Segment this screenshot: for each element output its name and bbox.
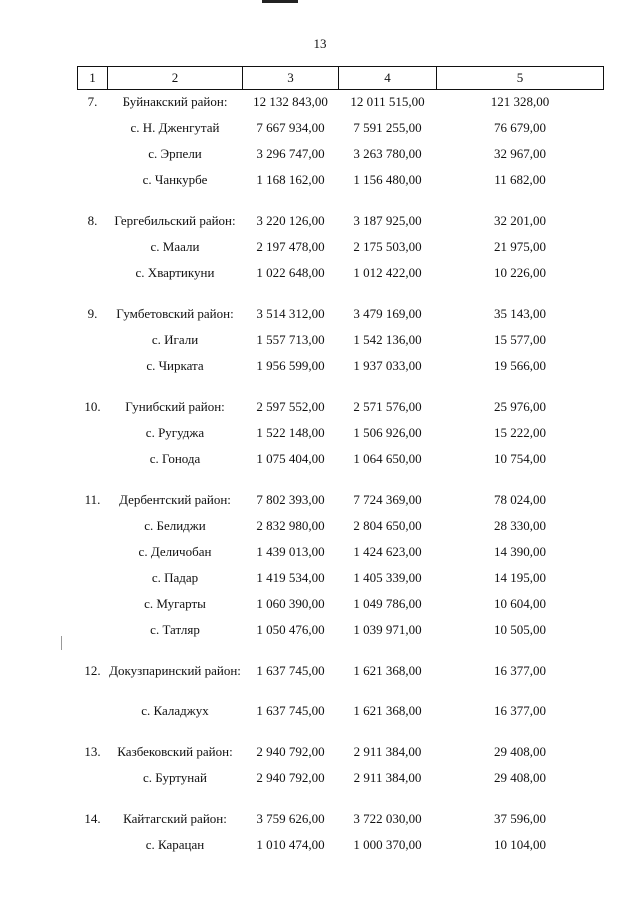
village-name: с. Чанкурбе [142, 171, 208, 187]
village-row [78, 766, 604, 792]
district-row [78, 807, 604, 833]
amount-col3: 3 296 747,00 [256, 145, 325, 161]
spacer-cell [78, 725, 604, 740]
village-row [78, 514, 604, 540]
village-row [78, 592, 604, 618]
village-name: с. Гонода [149, 450, 201, 466]
row-number: 12. [84, 662, 101, 678]
village-name: с. Каладжух [141, 702, 209, 718]
group-spacer [78, 725, 604, 740]
group-spacer [78, 644, 604, 659]
row-number [78, 699, 108, 725]
amount-col3: 1 168 162,00 [256, 171, 325, 187]
village-row [78, 833, 604, 859]
village-row [78, 261, 604, 287]
amount-col5: 14 195,00 [494, 569, 546, 585]
district-row [78, 659, 604, 699]
amount-col4: 2 911 384,00 [353, 769, 422, 785]
scan-mark [61, 636, 62, 650]
row-number [78, 354, 108, 380]
village-row [78, 328, 604, 354]
amount-col5: 10 226,00 [494, 264, 546, 280]
amount-col5: 10 754,00 [494, 450, 546, 466]
amount-col5: 32 201,00 [494, 212, 546, 228]
amount-col4: 2 804 650,00 [353, 517, 422, 533]
district-row [78, 209, 604, 235]
spacer-cell [78, 473, 604, 488]
row-number [78, 421, 108, 447]
row-number [78, 618, 108, 644]
district-name: Гумбетовский район: [116, 305, 234, 321]
amount-col4: 7 591 255,00 [353, 119, 422, 135]
amount-col5: 121 328,00 [490, 94, 550, 109]
group-spacer [78, 473, 604, 488]
group-spacer [78, 380, 604, 395]
row-number: 10. [84, 398, 101, 414]
spacer-cell [78, 644, 604, 659]
amount-col3: 1 956 599,00 [256, 357, 325, 373]
amount-col4: 1 424 623,00 [353, 543, 422, 559]
row-number [78, 235, 108, 261]
village-row [78, 354, 604, 380]
amount-col3: 1 439 013,00 [256, 543, 325, 559]
row-number [78, 142, 108, 168]
amount-col4: 1 405 339,00 [353, 569, 422, 585]
amount-col5: 35 143,00 [494, 305, 546, 321]
amount-col5: 21 975,00 [494, 238, 546, 254]
village-row [78, 168, 604, 194]
village-name: с. Деличобан [138, 543, 212, 559]
amount-col5: 10 505,00 [494, 621, 546, 637]
row-number [78, 168, 108, 194]
amount-col3: 3 220 126,00 [256, 212, 325, 228]
row-number: 13. [84, 743, 101, 759]
amount-col3: 1 060 390,00 [256, 595, 325, 611]
village-row [78, 566, 604, 592]
amount-col3: 2 597 552,00 [256, 398, 325, 414]
amount-col5: 15 577,00 [494, 331, 546, 347]
amount-col5: 32 967,00 [494, 145, 546, 161]
amount-col3: 12 132 843,00 [253, 94, 328, 109]
amount-col3: 1 022 648,00 [256, 264, 325, 280]
row-number: 14. [84, 810, 101, 826]
amount-col3: 7 802 393,00 [256, 491, 325, 507]
village-row [78, 116, 604, 142]
village-row [78, 699, 604, 725]
amount-col3: 1 075 404,00 [256, 450, 325, 466]
district-row [78, 740, 604, 766]
amount-col5: 76 679,00 [494, 119, 546, 135]
amount-col4: 1 937 033,00 [353, 357, 422, 373]
spacer-cell [78, 380, 604, 395]
column-header: 2 [108, 67, 243, 90]
district-row [78, 488, 604, 514]
row-number [78, 447, 108, 473]
village-name: с. Маали [150, 238, 200, 254]
amount-col5: 11 682,00 [494, 171, 546, 187]
row-number [78, 592, 108, 618]
amount-col5: 29 408,00 [494, 743, 546, 759]
row-number [78, 833, 108, 859]
amount-col4: 3 263 780,00 [353, 145, 422, 161]
row-number [78, 766, 108, 792]
row-number: 8. [87, 212, 98, 228]
row-number: 9. [87, 305, 98, 321]
amount-col4: 3 479 169,00 [353, 305, 422, 321]
amount-col4: 1 049 786,00 [353, 595, 422, 611]
amount-col4: 1 156 480,00 [353, 171, 422, 187]
amount-col4: 1 621 368,00 [353, 662, 422, 678]
column-header: 3 [243, 67, 339, 90]
header-row [78, 67, 604, 90]
amount-col3: 1 050 476,00 [256, 621, 325, 637]
scan-mark [262, 0, 298, 3]
village-name: с. Карацан [145, 836, 205, 852]
amount-col4: 1 621 368,00 [353, 702, 422, 718]
village-name: с. Игали [151, 331, 199, 347]
column-header: 4 [339, 67, 437, 90]
amount-col3: 1 010 474,00 [256, 836, 325, 852]
amount-col3: 3 514 312,00 [256, 305, 325, 321]
amount-col4: 1 542 136,00 [353, 331, 422, 347]
amount-col4: 2 911 384,00 [353, 743, 422, 759]
amount-col4: 3 722 030,00 [353, 810, 422, 826]
village-row [78, 142, 604, 168]
amount-col4: 1 506 926,00 [353, 424, 422, 440]
row-number [78, 116, 108, 142]
amount-col4: 2 175 503,00 [353, 238, 422, 254]
amount-col5: 19 566,00 [494, 357, 546, 373]
amount-col3: 7 667 934,00 [256, 119, 325, 135]
district-row [78, 90, 604, 116]
amount-col3: 1 522 148,00 [256, 424, 325, 440]
amount-col4: 1 039 971,00 [353, 621, 422, 637]
district-name: Кайтагский район: [123, 810, 227, 826]
amount-col5: 10 604,00 [494, 595, 546, 611]
district-name: Гунибский район: [125, 398, 225, 414]
spacer-cell [78, 287, 604, 302]
village-name: с. Ругуджа [145, 424, 205, 440]
amount-col4: 12 011 515,00 [350, 94, 425, 109]
village-name: с. Н. Дженгутай [130, 119, 220, 135]
row-number: 7. [87, 94, 98, 109]
district-name: Буйнакский район: [122, 94, 228, 109]
district-name: Докузпаринский район: [109, 662, 241, 678]
district-row [78, 395, 604, 421]
district-name: Казбековский район: [117, 743, 233, 759]
amount-col4: 1 000 370,00 [353, 836, 422, 852]
village-row [78, 618, 604, 644]
amount-col5: 15 222,00 [494, 424, 546, 440]
village-name: с. Чирката [146, 357, 204, 373]
row-number [78, 540, 108, 566]
village-name: с. Хвартикуни [135, 264, 215, 280]
village-row [78, 421, 604, 447]
row-number: 11. [84, 491, 101, 507]
group-spacer [78, 287, 604, 302]
village-row [78, 447, 604, 473]
amount-col4: 7 724 369,00 [353, 491, 422, 507]
amount-col5: 37 596,00 [494, 810, 546, 826]
page-number: 13 [313, 36, 327, 51]
amount-col5: 10 104,00 [494, 836, 546, 852]
spacer-cell [78, 194, 604, 209]
row-number [78, 514, 108, 540]
amount-col3: 1 557 713,00 [256, 331, 325, 347]
column-header: 1 [78, 67, 108, 90]
row-number [78, 566, 108, 592]
budget-table [77, 66, 604, 859]
amount-col4: 3 187 925,00 [353, 212, 422, 228]
amount-col5: 16 377,00 [494, 702, 546, 718]
row-number [78, 328, 108, 354]
amount-col5: 16 377,00 [494, 662, 546, 678]
row-number [78, 261, 108, 287]
amount-col3: 1 419 534,00 [256, 569, 325, 585]
village-name: с. Падар [151, 569, 199, 585]
village-name: с. Эрпели [148, 145, 202, 161]
spacer-cell [78, 792, 604, 807]
amount-col5: 25 976,00 [494, 398, 546, 414]
amount-col4: 1 064 650,00 [353, 450, 422, 466]
amount-col5: 78 024,00 [494, 491, 546, 507]
village-row [78, 540, 604, 566]
amount-col3: 1 637 745,00 [256, 662, 325, 678]
district-row [78, 302, 604, 328]
amount-col3: 2 940 792,00 [256, 769, 325, 785]
amount-col5: 14 390,00 [494, 543, 546, 559]
amount-col5: 29 408,00 [494, 769, 546, 785]
village-name: с. Белиджи [144, 517, 206, 533]
amount-col3: 1 637 745,00 [256, 702, 325, 718]
amount-col4: 1 012 422,00 [353, 264, 422, 280]
column-header: 5 [437, 67, 604, 90]
village-name: с. Буртунай [143, 769, 207, 785]
village-name: с. Мугарты [144, 595, 206, 611]
amount-col3: 2 832 980,00 [256, 517, 325, 533]
district-name: Гергебильский район: [114, 212, 236, 228]
amount-col3: 2 940 792,00 [256, 743, 325, 759]
amount-col4: 2 571 576,00 [353, 398, 422, 414]
district-name: Дербентский район: [119, 491, 231, 507]
group-spacer [78, 792, 604, 807]
group-spacer [78, 194, 604, 209]
amount-col5: 28 330,00 [494, 517, 546, 533]
village-name: с. Татляр [150, 621, 200, 637]
village-row [78, 235, 604, 261]
amount-col3: 3 759 626,00 [256, 810, 325, 826]
amount-col3: 2 197 478,00 [256, 238, 325, 254]
